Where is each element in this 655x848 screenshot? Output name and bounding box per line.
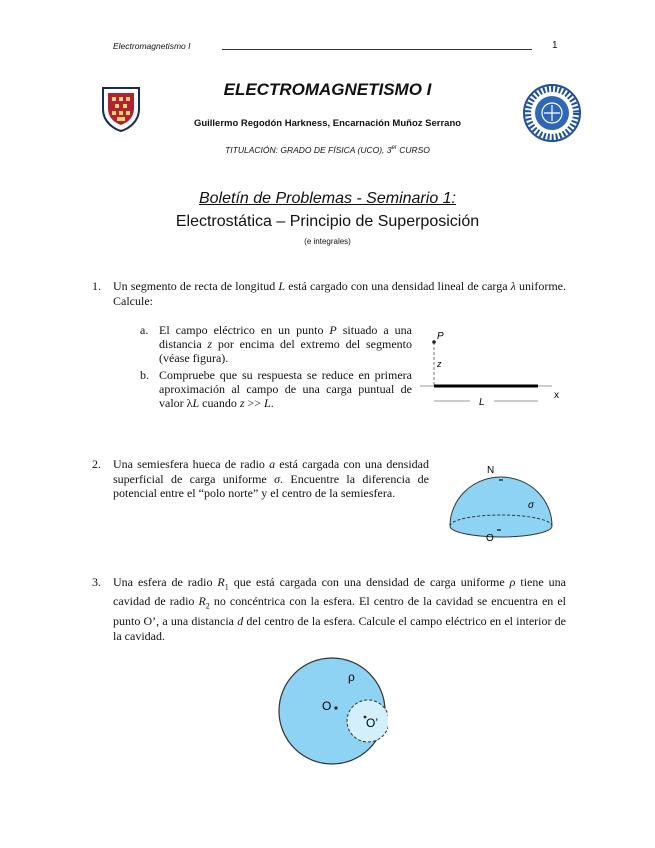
degree-line: TITULACIÓN: GRADO DE FÍSICA (UCO), 3er CURSO [225,145,430,155]
problem-2-statement: Una semiesfera hueca de radio a está cargada con una densidad superficial de carga uniforme σ. Encuentre la diferencia de potencial entre el “polo norte” y el centro de la semiesfera. [113,457,430,500]
figure-1-segment [420,326,570,410]
running-header-title: Electromagnetismo I [113,41,191,51]
bulletin-title: Boletín de Problemas - Seminario 1: [198,190,456,207]
item-1b-label: b. [140,368,149,382]
document-title: ELECTROMAGNETISMO I [223,80,432,99]
item-1a-label: a. [140,323,149,337]
problem-1-statement: Un segmento de recta de longitud L está cargado con una densidad lineal de carga λ uniforme. Calcule: [113,279,566,308]
subtitle-note: (e integrales) [304,237,351,246]
height-z-label: z [437,359,442,369]
problem-3-number: 3. [92,575,101,589]
length-l-label: L [479,397,485,408]
center-o-label: O [486,533,494,544]
cavity-center-label: O’ [366,716,378,730]
problem-1-number: 1. [92,279,101,293]
sphere-center-point [334,706,337,709]
sphere-center-label: O [322,699,332,713]
point-p [432,340,436,344]
point-p-label: P [437,331,444,342]
rho-label: ρ [348,670,355,684]
header-rule [222,49,532,50]
figure-3-sphere-cavity [276,655,388,767]
item-1a-text: El campo eléctrico en un punto P situado a una distancia z por encima del extremo del segmento (véase figura). [159,323,412,365]
sigma-label: σ [528,500,535,511]
problem-3-statement: Una esfera de radio $R_1$ que está cargada con una densidad de carga uniforme ρ tiene una cavidad de radio $R_2$ no concéntrica con la esfera. El centro de la cavidad se encuentra en el punto O’, a una distancia d del centro de la esfera. Calcule el campo eléctrico en el interior de la cavidad. [113,575,567,643]
page-number: 1 [552,40,558,51]
item-1b-text: Compruebe que su respuesta se reduce en primera aproximación al campo de una carga puntual de valor λL cuando z >> L. [159,368,412,410]
problem-2-number: 2. [92,457,101,471]
north-pole-label: N [487,465,495,476]
hemisphere-shell [450,477,552,537]
x-axis-label: x [554,390,559,401]
section-subtitle: Electrostática – Principio de Superposición [175,213,480,230]
authors: Guillermo Regodón Harkness, Encarnación Muñoz Serrano [193,118,462,129]
figure-2-hemisphere [440,458,562,544]
